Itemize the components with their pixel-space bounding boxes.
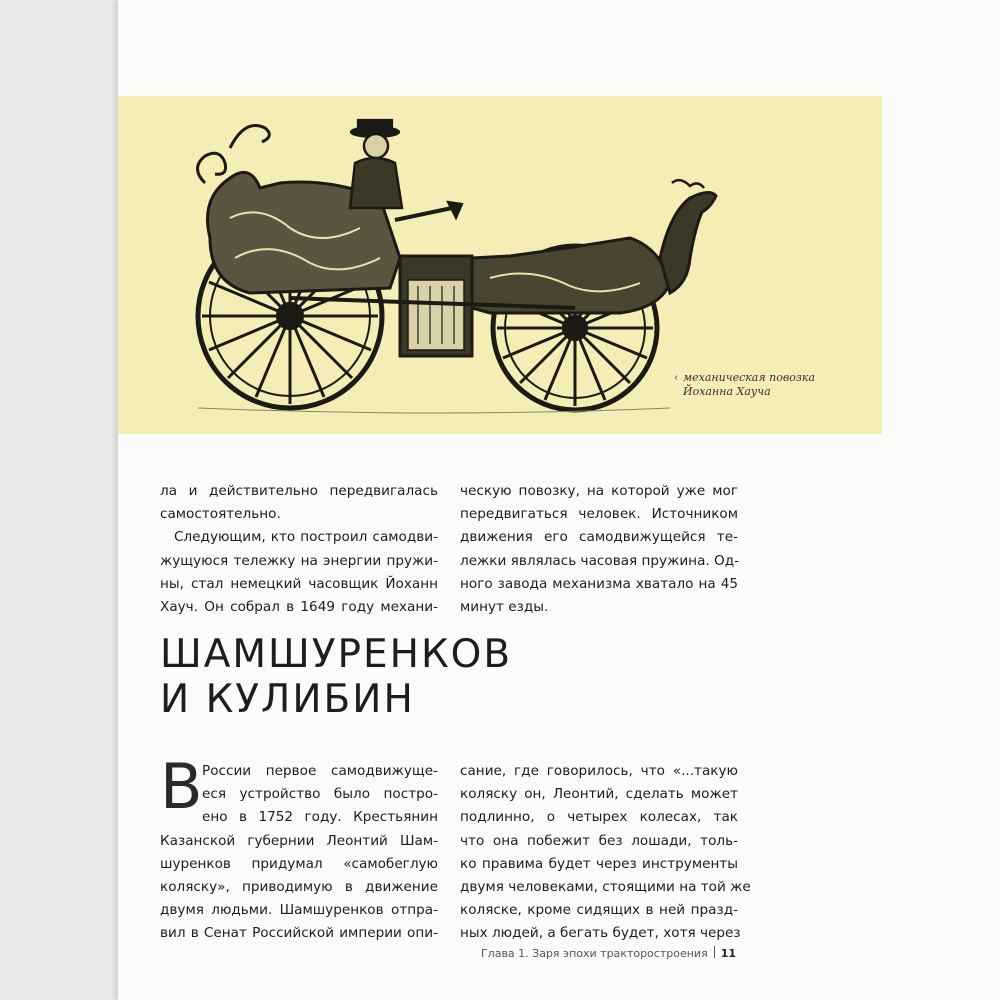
text-line: еся устройство было постро-	[202, 786, 438, 803]
text-line: сание, где говорилось, что «...такую	[460, 763, 738, 779]
text-line: ны, стал немецкий часовщик Йоханн	[160, 575, 438, 592]
text-line: Следующим, кто построил самодви-	[174, 529, 438, 546]
text-line: ко правима будет через инструменты	[460, 855, 738, 872]
footer-divider	[714, 946, 715, 958]
chapter-title: Глава 1. Заря эпохи тракторостроения	[480, 947, 708, 960]
top-right-column	[460, 480, 738, 619]
text-line: передвигаться человек. Источником	[460, 506, 738, 523]
text-line: вил в Сенат Российской империи опи-	[160, 925, 438, 942]
text-line: что она побежит без лошади, толь-	[460, 832, 738, 849]
text-line: Хауч. Он собрал в 1649 году механи-	[160, 599, 438, 616]
text-line: шуренков придумал «самобеглую	[160, 855, 438, 872]
text-line: жущуюся тележку на энергии пружи-	[160, 552, 438, 569]
page-number: 11	[720, 947, 736, 960]
text-line: лежки являлась часовая пружина. Од-	[460, 552, 740, 569]
text-line: коляску», приводимую в движение	[160, 879, 438, 896]
text-line: России первое самодвижуще-	[202, 763, 438, 779]
caption-line-2: Йоханна Хауча	[683, 385, 771, 398]
drop-cap: В	[160, 750, 203, 823]
text-line: двумя людьми. Шамшуренков отпра-	[160, 902, 438, 919]
text-line: ла и действительно передвигалась	[160, 483, 438, 499]
hautsch-carriage-engraving	[190, 108, 720, 426]
heading-line-1: ШАМШУРЕНКОВ	[160, 632, 513, 677]
text-line: самостоятельно.	[160, 506, 281, 523]
text-line: коляске, кроме сидящих в ней празд-	[460, 902, 738, 919]
text-line: подлинно, о четырех колесах, так	[460, 809, 738, 826]
section-right-column	[460, 760, 751, 946]
caption-pointer-icon: ‹	[674, 371, 679, 384]
heading-line-2: И КУЛИБИН	[160, 677, 415, 722]
text-line: движения его самодвижущейся те-	[460, 529, 738, 546]
text-line: двумя человеками, стоящими на той же	[460, 879, 751, 896]
illustration-caption	[674, 371, 863, 399]
running-footer	[481, 946, 736, 960]
text-line: ного завода механизма хватало на 45	[460, 575, 738, 592]
text-line: минут езды.	[460, 599, 549, 616]
text-line: ено в 1752 году. Крестьянин	[202, 809, 438, 826]
text-line: коляску он, Леонтий, сделать может	[460, 786, 738, 803]
text-line: ных людей, а бегать будет, хотя через	[460, 925, 741, 942]
section-heading	[160, 632, 512, 722]
caption-line-1: механическая повозка	[683, 371, 815, 384]
section-left-column	[160, 760, 438, 946]
text-line: ческую повозку, на которой уже мог	[460, 483, 738, 499]
top-left-column	[160, 480, 438, 619]
text-line: Казанской губернии Леонтий Шам-	[160, 832, 438, 849]
